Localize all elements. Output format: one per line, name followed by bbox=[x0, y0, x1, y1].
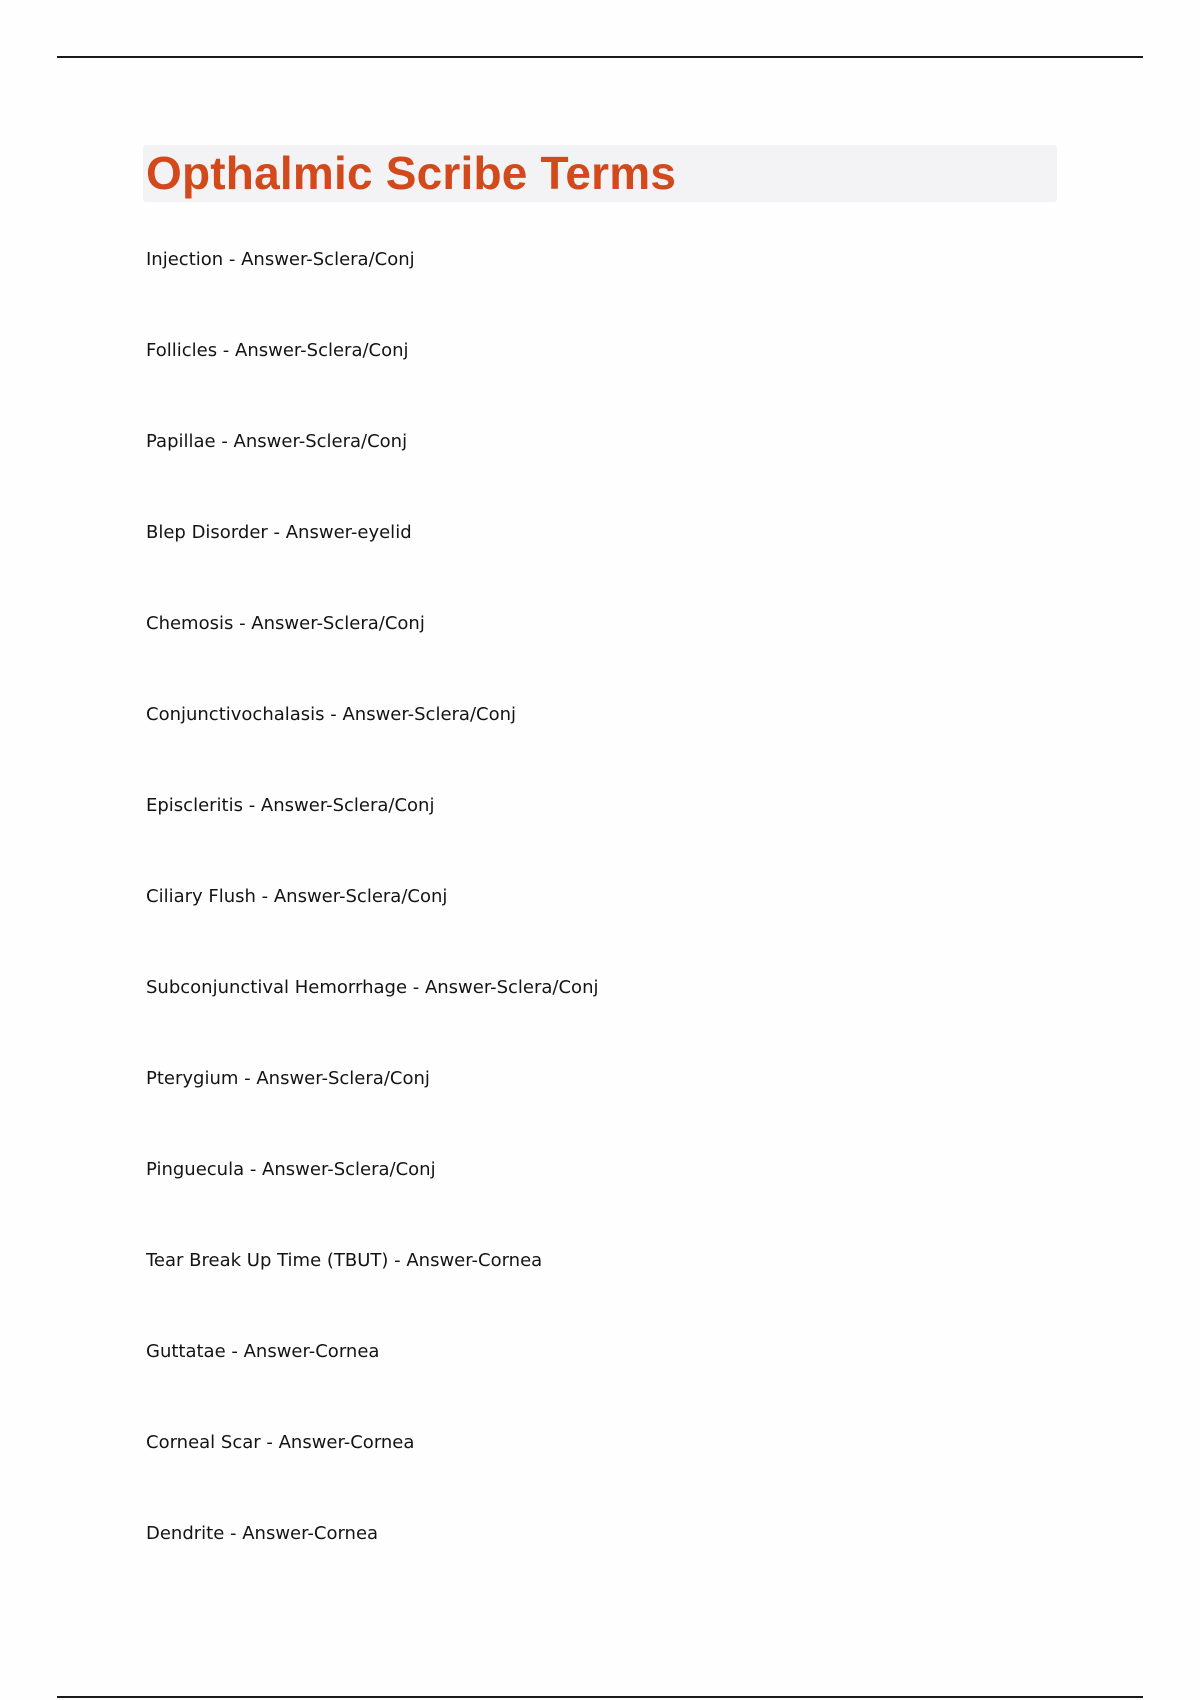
header-rule bbox=[57, 56, 1143, 58]
term-item-conjunctivochalasis: Conjunctivochalasis - Answer-Sclera/Conj bbox=[146, 704, 517, 725]
term-item-pterygium: Pterygium - Answer-Sclera/Conj bbox=[146, 1068, 430, 1089]
page-title: Opthalmic Scribe Terms bbox=[146, 147, 677, 199]
term-item-chemosis: Chemosis - Answer-Sclera/Conj bbox=[146, 613, 425, 634]
term-item-blep-disorder: Blep Disorder - Answer-eyelid bbox=[146, 522, 412, 543]
footer-rule bbox=[57, 1696, 1143, 1698]
term-item-guttatae: Guttatae - Answer-Cornea bbox=[146, 1341, 380, 1362]
term-item-subconjunctival-hemorrhage: Subconjunctival Hemorrhage - Answer-Sclera/Conj bbox=[146, 977, 599, 998]
term-item-dendrite: Dendrite - Answer-Cornea bbox=[146, 1523, 379, 1544]
term-item-tbut: Tear Break Up Time (TBUT) - Answer-Cornea bbox=[146, 1250, 543, 1271]
term-item-injection: Injection - Answer-Sclera/Conj bbox=[146, 249, 415, 270]
term-item-follicles: Follicles - Answer-Sclera/Conj bbox=[146, 340, 409, 361]
term-item-ciliary-flush: Ciliary Flush - Answer-Sclera/Conj bbox=[146, 886, 448, 907]
term-item-pinguecula: Pinguecula - Answer-Sclera/Conj bbox=[146, 1159, 436, 1180]
term-list bbox=[146, 240, 598, 1605]
term-item-papillae: Papillae - Answer-Sclera/Conj bbox=[146, 431, 408, 452]
term-item-corneal-scar: Corneal Scar - Answer-Cornea bbox=[146, 1432, 415, 1453]
term-item-episcleritis: Episcleritis - Answer-Sclera/Conj bbox=[146, 795, 435, 816]
